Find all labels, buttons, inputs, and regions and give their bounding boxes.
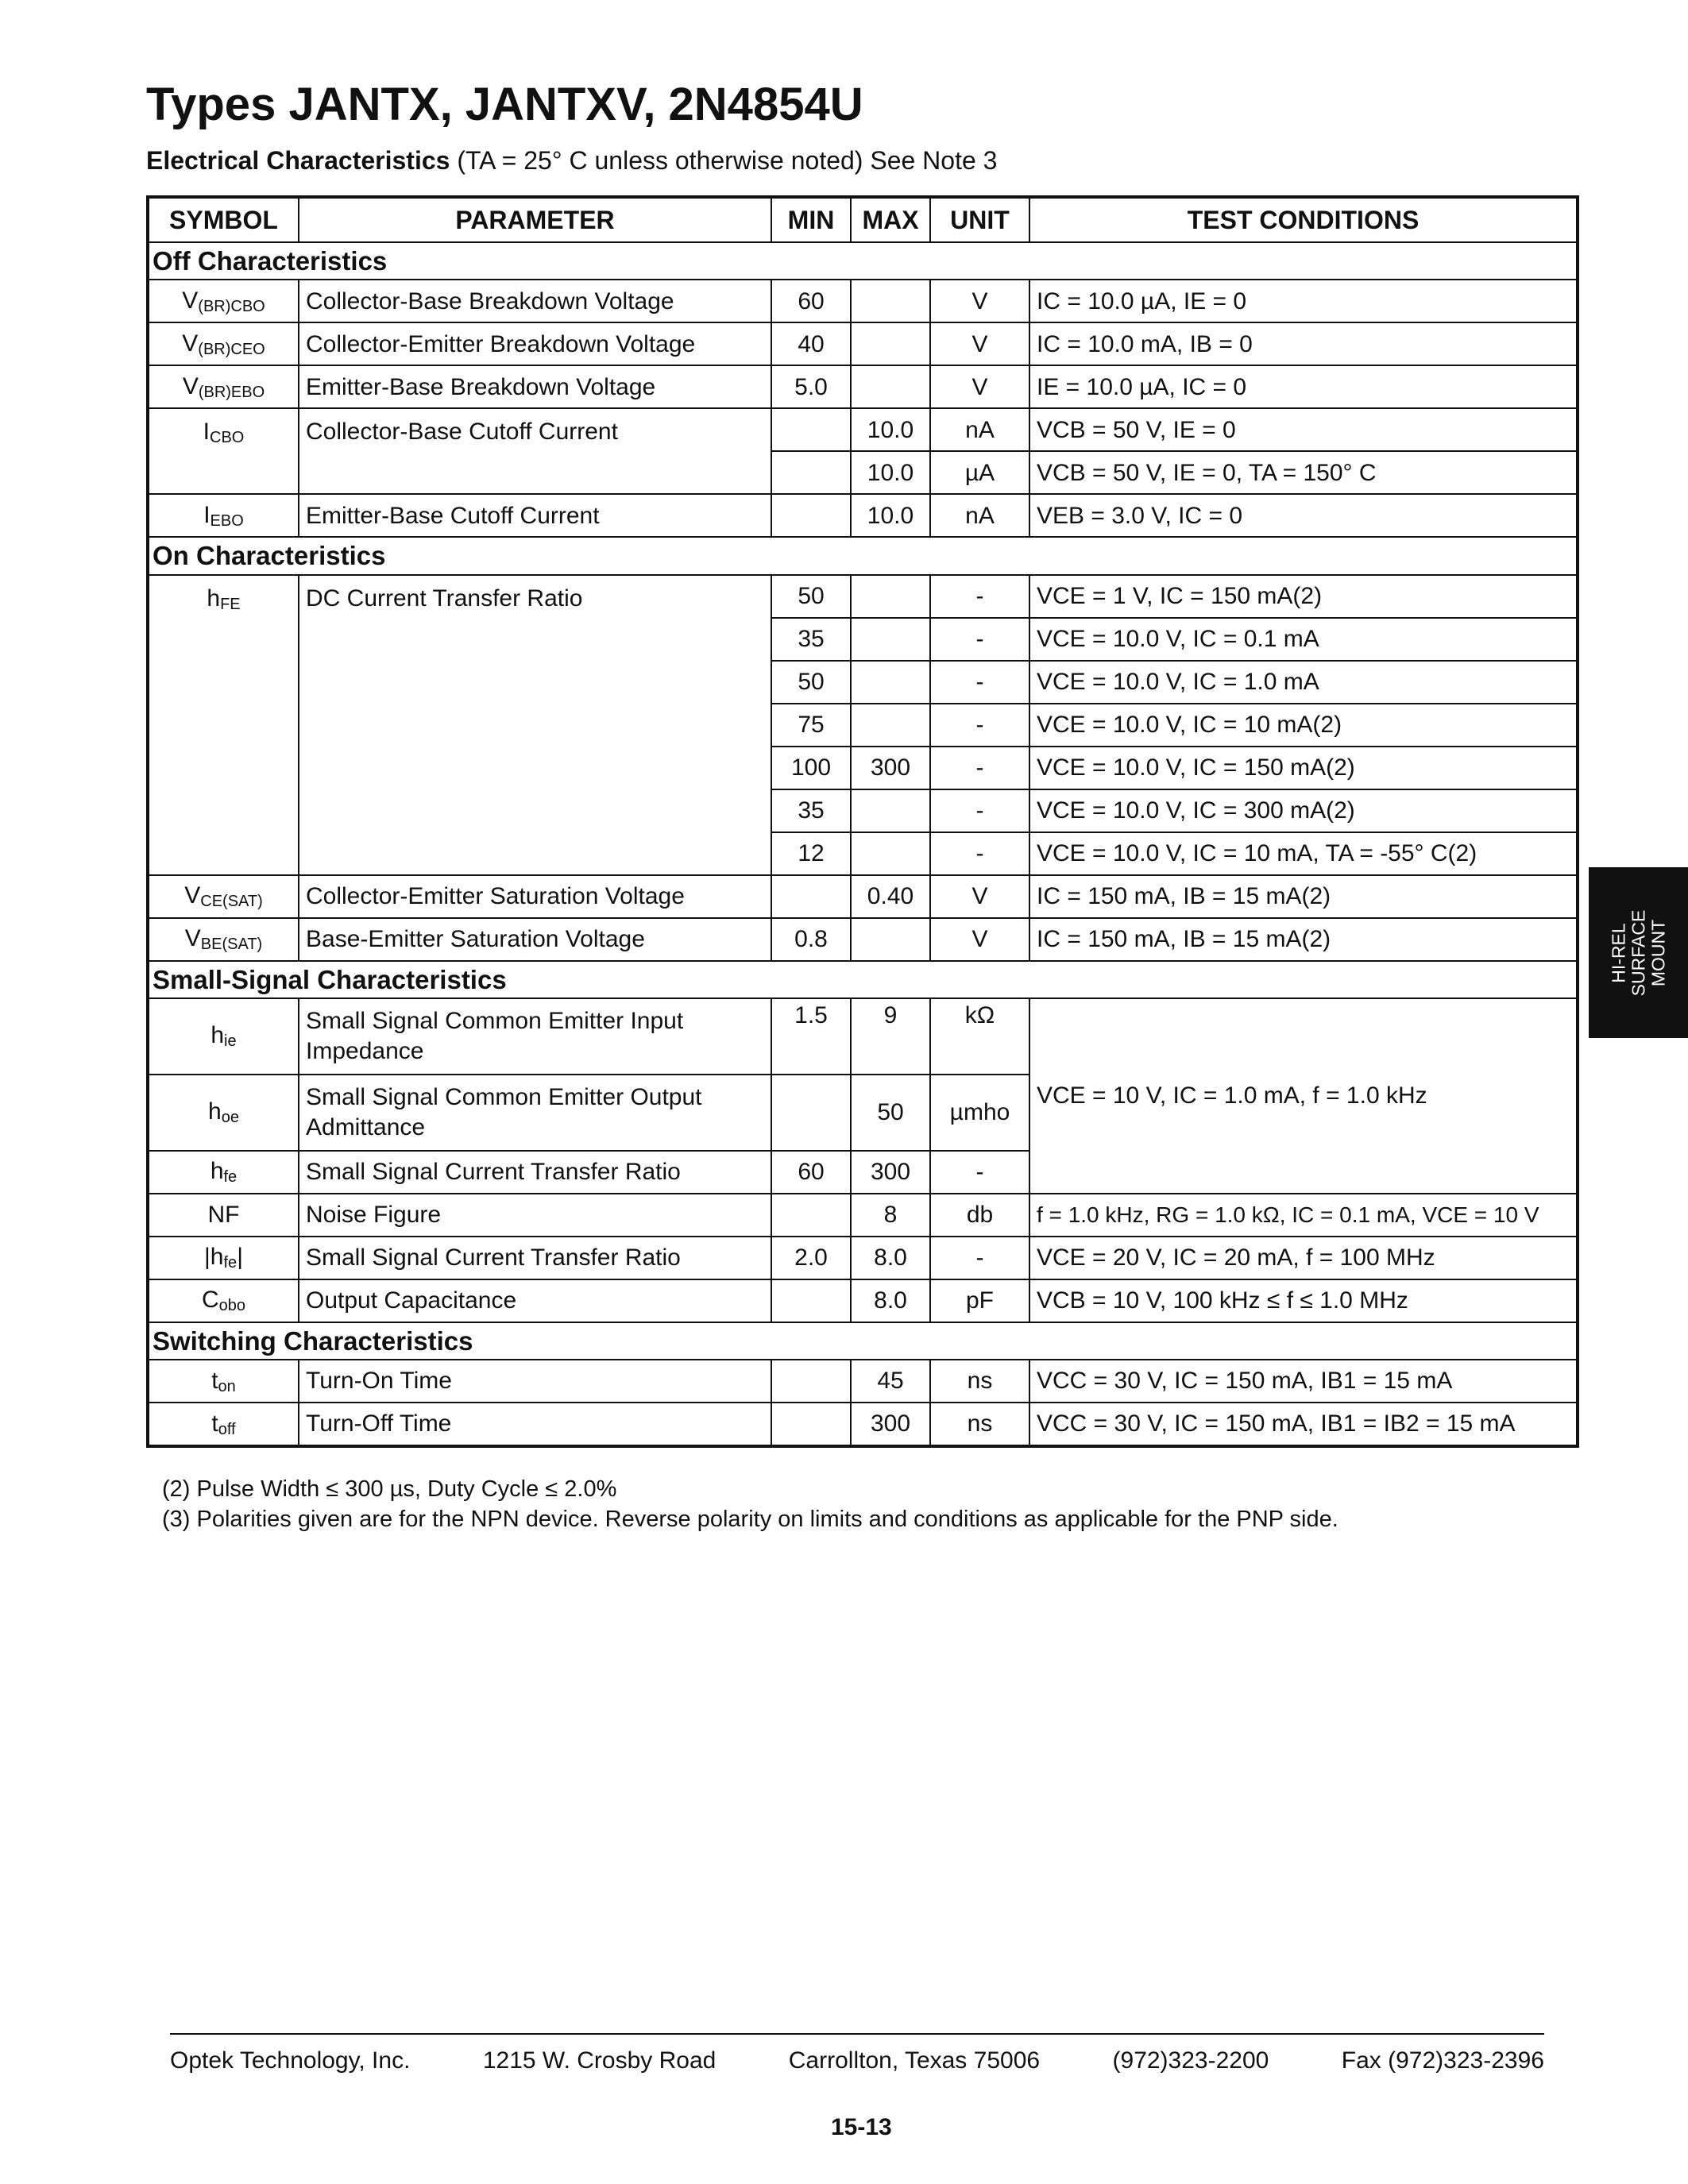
symbol-cell: $h_{ie}$ — [148, 998, 299, 1075]
symbol-cell: NF — [148, 1194, 299, 1237]
unit-cell: ns — [930, 1403, 1029, 1446]
section-row — [148, 242, 1578, 280]
unit-cell: - — [930, 1237, 1029, 1279]
parameter-cell: Base-Emitter Saturation Voltage — [299, 918, 771, 961]
parameter-cell: Turn-Off Time — [299, 1403, 771, 1446]
unit-cell: - — [930, 832, 1029, 875]
test-cell: VCB = 10 V, 100 kHz ≤ f ≤ 1.0 MHz — [1029, 1279, 1578, 1322]
test-cell: VCE = 10.0 V, IC = 10 mA, TA = -55° C(2) — [1029, 832, 1578, 875]
max-cell: 8 — [851, 1194, 930, 1237]
parameter-cell: DC Current Transfer Ratio — [299, 575, 771, 875]
min-cell — [771, 451, 851, 494]
parameter-cell: Small Signal Current Transfer Ratio — [299, 1151, 771, 1194]
header-symbol: SYMBOL — [148, 197, 299, 242]
electrical-characteristics-table-wrapper — [146, 195, 1576, 1448]
max-cell: 300 — [851, 1403, 930, 1446]
max-cell: 300 — [851, 1151, 930, 1194]
parameter-cell: Small Signal Common Emitter Input Impedance — [299, 998, 771, 1075]
table-row — [148, 875, 1578, 918]
max-cell — [851, 618, 930, 661]
test-cell: VCC = 30 V, IC = 150 mA, IB1 = 15 mA — [1029, 1360, 1578, 1403]
section-side-tab — [1589, 867, 1688, 1038]
unit-cell: - — [930, 575, 1029, 618]
max-cell: 45 — [851, 1360, 930, 1403]
unit-cell: ns — [930, 1360, 1029, 1403]
test-cell: VCE = 10.0 V, IC = 0.1 mA — [1029, 618, 1578, 661]
min-cell: 75 — [771, 704, 851, 747]
unit-cell: V — [930, 365, 1029, 408]
parameter-cell: Turn-On Time — [299, 1360, 771, 1403]
test-cell: VCE = 10.0 V, IC = 1.0 mA — [1029, 661, 1578, 704]
caption-rest: (TA = 25° C unless otherwise noted) See Note 3 — [450, 146, 998, 175]
page-number: 15-13 — [831, 2114, 892, 2140]
max-cell: 8.0 — [851, 1279, 930, 1322]
min-cell: 60 — [771, 280, 851, 322]
min-cell: 100 — [771, 747, 851, 789]
footer-phone: (972)323-2200 — [1112, 2047, 1269, 2074]
caption-bold: Electrical Characteristics — [146, 146, 450, 175]
unit-cell: - — [930, 661, 1029, 704]
header-test-conditions: TEST CONDITIONS — [1029, 197, 1578, 242]
unit-cell: V — [930, 918, 1029, 961]
test-cell: VCE = 1 V, IC = 150 mA(2) — [1029, 575, 1578, 618]
side-tab-line: MOUNT — [1647, 919, 1668, 986]
unit-cell: - — [930, 618, 1029, 661]
max-cell: 300 — [851, 747, 930, 789]
max-cell — [851, 365, 930, 408]
max-cell: 50 — [851, 1075, 930, 1151]
test-cell: IC = 150 mA, IB = 15 mA(2) — [1029, 875, 1578, 918]
test-cell: VEB = 3.0 V, IC = 0 — [1029, 494, 1578, 537]
symbol-cell: $V_{(BR)EBO}$ — [148, 365, 299, 408]
page-title: Types JANTX, JANTXV, 2N4854U — [146, 79, 863, 130]
unit-cell: V — [930, 280, 1029, 322]
min-cell — [771, 494, 851, 537]
test-cell: IC = 10.0 mA, IB = 0 — [1029, 322, 1578, 365]
test-cell: VCC = 30 V, IC = 150 mA, IB1 = IB2 = 15 mA — [1029, 1403, 1578, 1446]
max-cell — [851, 661, 930, 704]
header-min: MIN — [771, 197, 851, 242]
unit-cell: - — [930, 747, 1029, 789]
test-cell: VCB = 50 V, IE = 0 — [1029, 408, 1578, 451]
footer-address: 1215 W. Crosby Road — [482, 2047, 717, 2074]
test-cell: VCB = 50 V, IE = 0, TA = 150° C — [1029, 451, 1578, 494]
max-cell — [851, 280, 930, 322]
footer-city: Carrollton, Texas 75006 — [788, 2047, 1041, 2074]
footnote: (2) Pulse Width ≤ 300 µs, Duty Cycle ≤ 2.0% — [162, 1476, 617, 1502]
min-cell — [771, 1279, 851, 1322]
test-cell: IC = 150 mA, IB = 15 mA(2) — [1029, 918, 1578, 961]
min-cell — [771, 1403, 851, 1446]
unit-cell: db — [930, 1194, 1029, 1237]
unit-cell: - — [930, 1151, 1029, 1194]
min-cell: 0.8 — [771, 918, 851, 961]
test-cell: VCE = 20 V, IC = 20 mA, f = 100 MHz — [1029, 1237, 1578, 1279]
section-on: On Characteristics — [148, 537, 1578, 574]
side-tab-label — [1609, 909, 1668, 996]
min-cell: 60 — [771, 1151, 851, 1194]
table-row — [148, 1403, 1578, 1446]
symbol-cell: $h_{fe}$ — [148, 1151, 299, 1194]
table-row — [148, 408, 1578, 451]
min-cell: 50 — [771, 575, 851, 618]
electrical-characteristics-table — [146, 195, 1579, 1448]
symbol-cell: $t_{on}$ — [148, 1360, 299, 1403]
max-cell — [851, 575, 930, 618]
table-caption — [146, 146, 997, 176]
symbol-cell: $C_{obo}$ — [148, 1279, 299, 1322]
unit-cell: nA — [930, 408, 1029, 451]
unit-cell: µA — [930, 451, 1029, 494]
table-row — [148, 998, 1578, 1075]
test-cell-shared: VCE = 10 V, IC = 1.0 mA, f = 1.0 kHz — [1029, 998, 1578, 1194]
table-row — [148, 322, 1578, 365]
table-row — [148, 575, 1578, 618]
parameter-cell: Small Signal Common Emitter Output Admittance — [299, 1075, 771, 1151]
min-cell: 1.5 — [771, 998, 851, 1075]
page-footer — [170, 2033, 1544, 2074]
parameter-cell: Collector-Emitter Breakdown Voltage — [299, 322, 771, 365]
header-parameter: PARAMETER — [299, 197, 771, 242]
min-cell — [771, 1360, 851, 1403]
table-row — [148, 1237, 1578, 1279]
parameter-cell: Output Capacitance — [299, 1279, 771, 1322]
side-tab-line: HI-REL — [1608, 922, 1628, 983]
max-cell — [851, 789, 930, 832]
parameter-cell: Collector-Base Breakdown Voltage — [299, 280, 771, 322]
min-cell — [771, 875, 851, 918]
test-cell: VCE = 10.0 V, IC = 150 mA(2) — [1029, 747, 1578, 789]
max-cell — [851, 832, 930, 875]
symbol-cell: $h_{oe}$ — [148, 1075, 299, 1151]
section-row — [148, 1322, 1578, 1360]
table-row — [148, 365, 1578, 408]
min-cell: 35 — [771, 618, 851, 661]
unit-cell: V — [930, 322, 1029, 365]
footnotes — [162, 1474, 1338, 1534]
min-cell: 50 — [771, 661, 851, 704]
header-row — [148, 197, 1578, 242]
max-cell: 9 — [851, 998, 930, 1075]
symbol-cell: $V_{(BR)CBO}$ — [148, 280, 299, 322]
max-cell — [851, 704, 930, 747]
table-row — [148, 1194, 1578, 1237]
section-row — [148, 537, 1578, 574]
max-cell: 10.0 — [851, 408, 930, 451]
parameter-cell: Collector-Base Cutoff Current — [299, 408, 771, 494]
section-off: Off Characteristics — [148, 242, 1578, 280]
test-cell: f = 1.0 kHz, RG = 1.0 kΩ, IC = 0.1 mA, VCE = 10 V — [1029, 1194, 1578, 1237]
parameter-cell: Emitter-Base Breakdown Voltage — [299, 365, 771, 408]
parameter-cell: Small Signal Current Transfer Ratio — [299, 1237, 771, 1279]
symbol-cell: $I_{EBO}$ — [148, 494, 299, 537]
symbol-cell: $I_{CBO}$ — [148, 408, 299, 494]
symbol-cell: $V_{CE(SAT)}$ — [148, 875, 299, 918]
unit-cell: - — [930, 789, 1029, 832]
table-row — [148, 494, 1578, 537]
table-row — [148, 280, 1578, 322]
header-max: MAX — [851, 197, 930, 242]
unit-cell: nA — [930, 494, 1029, 537]
symbol-cell: $h_{FE}$ — [148, 575, 299, 875]
max-cell: 10.0 — [851, 494, 930, 537]
min-cell: 35 — [771, 789, 851, 832]
unit-cell: V — [930, 875, 1029, 918]
parameter-cell: Noise Figure — [299, 1194, 771, 1237]
symbol-cell: $|h_{fe}|$ — [148, 1237, 299, 1279]
max-cell: 10.0 — [851, 451, 930, 494]
table-row — [148, 918, 1578, 961]
parameter-cell: Emitter-Base Cutoff Current — [299, 494, 771, 537]
unit-cell: pF — [930, 1279, 1029, 1322]
table-row — [148, 1279, 1578, 1322]
min-cell: 40 — [771, 322, 851, 365]
min-cell: 5.0 — [771, 365, 851, 408]
symbol-cell: $V_{(BR)CEO}$ — [148, 322, 299, 365]
table-row — [148, 1360, 1578, 1403]
footer-fax: Fax (972)323-2396 — [1341, 2047, 1544, 2074]
max-cell: 8.0 — [851, 1237, 930, 1279]
max-cell — [851, 322, 930, 365]
section-switching: Switching Characteristics — [148, 1322, 1578, 1360]
symbol-cell: $V_{BE(SAT)}$ — [148, 918, 299, 961]
footnote: (3) Polarities given are for the NPN device. Reverse polarity on limits and conditions as applicable for the PNP side. — [162, 1507, 1338, 1532]
test-cell: VCE = 10.0 V, IC = 10 mA(2) — [1029, 704, 1578, 747]
max-cell — [851, 918, 930, 961]
unit-cell: µmho — [930, 1075, 1029, 1151]
min-cell — [771, 408, 851, 451]
min-cell — [771, 1194, 851, 1237]
section-small-signal: Small-Signal Characteristics — [148, 961, 1578, 998]
section-row — [148, 961, 1578, 998]
test-cell: IC = 10.0 µA, IE = 0 — [1029, 280, 1578, 322]
min-cell: 12 — [771, 832, 851, 875]
symbol-cell: $t_{off}$ — [148, 1403, 299, 1446]
test-cell: IE = 10.0 µA, IC = 0 — [1029, 365, 1578, 408]
footer-company: Optek Technology, Inc. — [170, 2047, 411, 2074]
side-tab-line: SURFACE — [1628, 909, 1648, 996]
unit-cell: kΩ — [930, 998, 1029, 1075]
min-cell: 2.0 — [771, 1237, 851, 1279]
header-unit: UNIT — [930, 197, 1029, 242]
min-cell — [771, 1075, 851, 1151]
max-cell: 0.40 — [851, 875, 930, 918]
parameter-cell: Collector-Emitter Saturation Voltage — [299, 875, 771, 918]
unit-cell: - — [930, 704, 1029, 747]
test-cell: VCE = 10.0 V, IC = 300 mA(2) — [1029, 789, 1578, 832]
